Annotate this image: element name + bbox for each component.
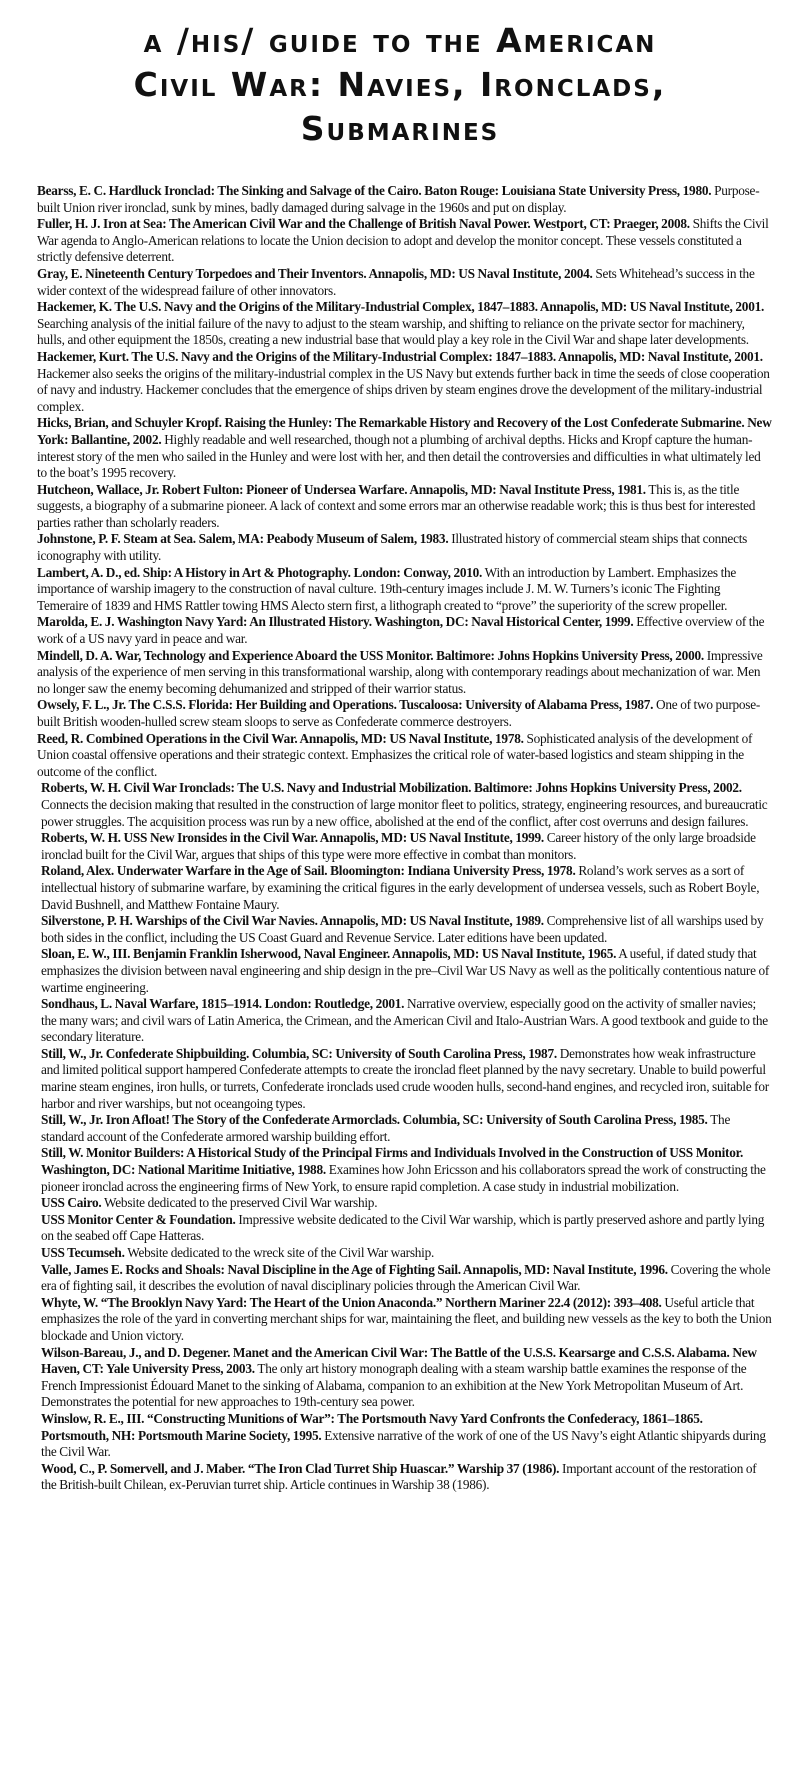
entry-citation: USS Tecumseh.: [41, 1245, 125, 1260]
entry-citation: Whyte, W. “The Brooklyn Navy Yard: The Heart of the Union Anaconda.” Northern Mariner 22.4 (2012): 393–408.: [41, 1294, 662, 1310]
page-title: [0, 0, 800, 151]
entry-citation: Still, W., Jr. Iron Afloat! The Story of the Confederate Armorclads. Columbia, SC: University of South Carolina Press, 1985.: [41, 1112, 708, 1128]
entry-annotation: Shifts the Civil War agenda to Anglo-American relations to locate the Union decision to adopt and develop the monitor concept. These vessels constituted a strictly defensive deterrent.: [37, 216, 769, 265]
entry-annotation: Comprehensive list of all warships used by both sides in the conflict, including the US Coast Guard and Revenue Service. Later editions have been updated.: [41, 913, 764, 945]
entry-citation: Owsely, F. L., Jr. The C.S.S. Florida: Her Building and Operations. Tuscaloosa: University of Alabama Press, 1987.: [37, 697, 654, 713]
entry-annotation: Covering the whole era of fighting sail, it describes the evolution of naval disciplinary policies through the American Civil War.: [41, 1261, 771, 1294]
entry-annotation: One of two purpose-built British wooden-hulled screw steam sloops to serve as Confederate commerce destroyers.: [37, 697, 761, 729]
entry-citation: Roland, Alex. Underwater Warfare in the Age of Sail. Bloomington: Indiana University Press, 1978.: [41, 863, 576, 879]
entry-annotation: Impressive website dedicated to the Civil War warship, which is partly preserved ashore and partly lying on the seabed off Cape Hatteras.: [41, 1211, 765, 1244]
entry-citation: Hicks, Brian, and Schuyler Kropf. Raising the Hunley: The Remarkable History and Recovery of the Lost Confederate Submarine. New York: Ballantine, 2002.: [37, 415, 772, 447]
bibliography-entry: [37, 1345, 772, 1411]
entry-citation: Hackemer, K. The U.S. Navy and the Origins of the Military-Industrial Complex, 1847–1883. Annapolis, MD: US Naval Institute, 2001.: [37, 299, 765, 315]
entry-annotation: Hackemer also seeks the origins of the military-industrial complex in the US Navy but extends further back in time the seeds of close cooperation of navy and industry. Hackemer concludes that the emergence of ships driven by steam engines drove the development of the military-industrial complex.: [37, 365, 770, 414]
entry-citation: Reed, R. Combined Operations in the Civil War. Annapolis, MD: US Naval Institute, 1978.: [37, 730, 524, 746]
bibliography-entry: [37, 415, 772, 481]
title-line: a /his/ guide to the American: [143, 21, 657, 60]
entry-annotation: Examines how John Ericsson and his collaborators spread the work of constructing the pioneer ironclad across the engineering firms of New York, to ensure rapid completion. A case study in industrial mobilization.: [41, 1162, 766, 1194]
bibliography-entry: [37, 1112, 772, 1145]
entry-annotation: Website dedicated to the preserved Civil War warship.: [104, 1195, 378, 1211]
entry-citation: Still, W. Monitor Builders: A Historical Study of the Principal Firms and Individuals Involved in the Construction of USS Monitor. Washington, DC: National Maritime Initiative, 1988.: [41, 1145, 744, 1178]
entry-annotation: The standard account of the Confederate armored warship building effort.: [41, 1112, 731, 1144]
entry-annotation: Impressive analysis of the experience of men serving in this transformational warship, along with contemporary readings about mechanization of war. Men no longer saw the enemy becoming dehumanized and stripped of their warrior status.: [37, 647, 763, 696]
bibliography-entry: [37, 482, 772, 532]
bibliography-entry: [37, 1295, 772, 1345]
entry-annotation: Sets Whitehead’s success in the wider context of the widespread failure of other innovators.: [37, 265, 755, 298]
entry-citation: Hackemer, Kurt. The U.S. Navy and the Origins of the Military-Industrial Complex: 1847–1883. Annapolis, MD: Naval Institute, 2001.: [37, 348, 763, 364]
bibliography-entry: [37, 1411, 772, 1461]
entry-annotation: The only art history monograph dealing with a steam warship battle examines the response of the French Impressionist Édouard Manet to the sinking of Alabama, companion to an exhibition at the New York Metropolitan Museum of Art. Demonstrates the potential for new approaches to 19th-century sea power.: [41, 1361, 747, 1410]
bibliography-entry: [37, 648, 772, 698]
entry-annotation: Highly readable and well researched, though not a plumbing of archival depths. Hicks and Kropf capture the human-interest story of the men who sailed in the Hunley and were lost with her, and then detail the controversies and difficulties in what ultimately led to the boat’s 1995 recovery.: [37, 431, 761, 481]
entry-annotation: Narrative overview, especially good on the activity of smaller navies; the many wars; and civil wars of Latin America, the Crimean, and the American Civil and Italo-Austrian Wars. A good textbook and guide to the secondary literature.: [41, 996, 768, 1045]
entry-citation: Johnstone, P. F. Steam at Sea. Salem, MA: Peabody Museum of Salem, 1983.: [37, 531, 449, 547]
entry-annotation: Useful article that emphasizes the role of the yard in converting merchant ships for war, maintaining the fleet, and building new vessels as the key to both the Union blockade and Union victory.: [41, 1294, 772, 1343]
bibliography-entry: [37, 863, 772, 913]
title-line: Submarines: [300, 109, 500, 148]
entry-citation: Winslow, R. E., III. “Constructing Munitions of War”: The Portsmouth Navy Yard Confronts the Confederacy, 1861–1865. Portsmouth, NH: Portsmouth Marine Society, 1995.: [41, 1410, 703, 1443]
bibliography-entry: [37, 1245, 772, 1262]
bibliography-entry: [37, 349, 772, 415]
bibliography-entry: [37, 266, 772, 299]
entry-annotation: A useful, if dated study that emphasizes the division between naval engineering and ship design in the pre–Civil War US Navy as well as the politically contentious nature of wartime engineering.: [41, 946, 770, 995]
bibliography-entry: [37, 697, 772, 730]
entry-citation: Sondhaus, L. Naval Warfare, 1815–1914. London: Routledge, 2001.: [41, 996, 405, 1012]
bibliography-entry: [37, 183, 772, 216]
entry-annotation: Connects the decision making that resulted in the construction of large monitor fleet to politics, strategy, engineering resources, and bureaucratic power struggles. The acquisition process was run by a new office, abolished at the end of the conflict, after cost overruns and design failures.: [41, 796, 768, 829]
bibliography-entry: [37, 299, 772, 349]
entry-annotation: Sophisticated analysis of the development of Union coastal offensive operations and their strategic context. Emphasizes the critical role of water-based logistics and steam shipping in the outcome of the conflict.: [37, 730, 753, 779]
entry-citation: Valle, James E. Rocks and Shoals: Naval Discipline in the Age of Fighting Sail. Annapolis, MD: Naval Institute, 1996.: [41, 1261, 668, 1277]
entry-citation: Bearss, E. C. Hardluck Ironclad: The Sinking and Salvage of the Cairo. Baton Rouge: Louisiana State University Press, 1980.: [37, 183, 712, 198]
bibliography-entry: [37, 731, 772, 781]
bibliography-entry: [37, 1461, 772, 1494]
entry-citation: USS Monitor Center & Foundation.: [41, 1211, 236, 1227]
entry-annotation: This is, as the title suggests, a biography of a submarine pioneer. A lack of context and some errors mar an otherwise readable work; this is thus best for interested parties rather than scholarly readers.: [37, 481, 756, 530]
entry-citation: Roberts, W. H. USS New Ironsides in the Civil War. Annapolis, MD: US Naval Institute, 1999.: [41, 830, 544, 846]
bibliography-entry: [37, 913, 772, 946]
entry-citation: USS Cairo.: [41, 1195, 102, 1211]
title-line: Civil War: Navies, Ironclads,: [133, 65, 667, 104]
bibliography-entry: [37, 1145, 772, 1195]
bibliography-entry: [37, 946, 772, 996]
entry-citation: Fuller, H. J. Iron at Sea: The American Civil War and the Challenge of British Naval Power. Westport, CT: Praeger, 2008.: [37, 216, 690, 232]
entry-citation: Gray, E. Nineteenth Century Torpedoes and Their Inventors. Annapolis, MD: US Naval Institute, 2004.: [37, 265, 593, 281]
bibliography-entry: [37, 1212, 772, 1245]
bibliography-entry: [37, 531, 772, 564]
entry-annotation: Roland’s work serves as a sort of intellectual history of submarine warfare, by examining the critical figures in the early development of undersea vessels, such as Robert Boyle, David Bushnell, and Matthew Fontaine Maury.: [41, 863, 760, 912]
entry-citation: Mindell, D. A. War, Technology and Experience Aboard the USS Monitor. Baltimore: Johns Hopkins University Press, 2000.: [37, 647, 704, 663]
entry-citation: Marolda, E. J. Washington Navy Yard: An Illustrated History. Washington, DC: Naval Historical Center, 1999.: [37, 614, 634, 630]
entry-citation: Still, W., Jr. Confederate Shipbuilding. Columbia, SC: University of South Carolina Press, 1987.: [41, 1045, 557, 1061]
entry-citation: Roberts, W. H. Civil War Ironclads: The U.S. Navy and Industrial Mobilization. Baltimore: Johns Hopkins University Press, 2002.: [41, 780, 742, 796]
entry-annotation: Illustrated history of commercial steam ships that connects iconography with utility.: [37, 531, 748, 564]
bibliography-entry: [37, 1262, 772, 1295]
entry-annotation: Website dedicated to the wreck site of the Civil War warship.: [127, 1245, 435, 1260]
bibliography-entry: [37, 1195, 772, 1212]
entry-annotation: Effective overview of the work of a US navy yard in peace and war.: [37, 614, 765, 647]
bibliography-entry: [37, 1046, 772, 1112]
bibliography-entry: [37, 780, 772, 830]
entry-citation: Silverstone, P. H. Warships of the Civil War Navies. Annapolis, MD: US Naval Institute, 1989.: [41, 913, 544, 929]
bibliography-list: [37, 183, 772, 1494]
entry-annotation: Important account of the restoration of the British-built Chilean, ex-Peruvian turret ship. Article continues in Warship 38 (1986).: [41, 1460, 757, 1493]
entry-citation: Wilson-Bareau, J., and D. Degener. Manet and the American Civil War: The Battle of the U.S.S. Kearsarge and C.S.S. Alabama. New Haven, CT: Yale University Press, 2003.: [41, 1344, 757, 1377]
entry-annotation: Searching analysis of the initial failure of the navy to adjust to the steam warship, and shifting to reliance on the private sector for machinery, hulls, and other equipment the 1850s, creating a new industrial base that would play a key role in the Civil War and shape later developments.: [37, 315, 749, 348]
entry-annotation: Demonstrates how weak infrastructure and limited political support hampered Confederate attempts to create the ironclad fleet planned by the navy secretary. Unable to build powerful marine steam engines, iron hulls, or turrets, Confederate ironclads used crude wooden hulls, second-hand engines, and recycled iron, suitable for harbor and river warships, but not oceangoing types.: [41, 1045, 769, 1111]
bibliography-entry: [37, 996, 772, 1046]
entry-citation: Lambert, A. D., ed. Ship: A History in Art & Photography. London: Conway, 2010.: [37, 564, 483, 580]
bibliography-entry: [37, 614, 772, 647]
bibliography-entry: [37, 830, 772, 863]
entry-annotation: Career history of the only large broadside ironclad built for the Civil War, argues that ships of this type were more effective in combat than monitors.: [41, 830, 756, 862]
entry-annotation: Extensive narrative of the work of one of the US Navy’s eight Atlantic shipyards during the Civil War.: [41, 1427, 766, 1460]
bibliography-entry: [37, 565, 772, 615]
entry-citation: Hutcheon, Wallace, Jr. Robert Fulton: Pioneer of Undersea Warfare. Annapolis, MD: Naval Institute Press, 1981.: [37, 481, 646, 497]
entry-citation: Wood, C., P. Somervell, and J. Maber. “The Iron Clad Turret Ship Huascar.” Warship 37 (1986).: [41, 1460, 560, 1476]
entry-annotation: Purpose-built Union river ironclad, sunk by mines, badly damaged during salvage in the 1960s and put on display.: [37, 183, 760, 215]
bibliography-entry: [37, 216, 772, 266]
entry-annotation: With an introduction by Lambert. Emphasizes the importance of warship imagery to the construction of naval culture. 19th-century images include J. M. W. Turners’s iconic The Fighting Temeraire of 1839 and HMS Rattler towing HMS Alecto stern first, a lithograph created to “prove” the superiority of the screw propeller.: [37, 564, 737, 613]
entry-citation: Sloan, E. W., III. Benjamin Franklin Isherwood, Naval Engineer. Annapolis, MD: US Naval Institute, 1965.: [41, 946, 617, 962]
